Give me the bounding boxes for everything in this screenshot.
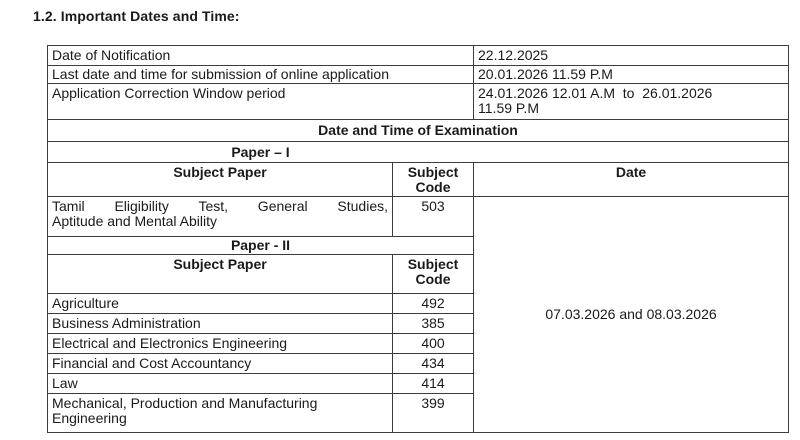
info-value: 20.01.2026 11.59 P.M <box>474 66 789 84</box>
paper1-title-row <box>48 142 789 163</box>
subject-line1: Tamil Eligibility Test, General Studies, <box>52 198 388 214</box>
col-header-date: Date <box>474 163 789 197</box>
subject-cell: Law <box>48 374 393 394</box>
info-row-correction-window <box>48 84 789 120</box>
subject-cell <box>48 394 393 433</box>
info-value-line1: 24.01.2026 12.01 A.M to 26.01.2026 <box>478 85 713 101</box>
exam-section-title: Date and Time of Examination <box>48 120 789 142</box>
info-label: Last date and time for submission of online application <box>48 66 474 84</box>
subject-cell: Electrical and Electronics Engineering <box>48 334 393 354</box>
paper1-header-row <box>48 163 789 197</box>
col-header-subject-paper: Subject Paper <box>48 255 393 294</box>
exam-date-cell: 07.03.2026 and 08.03.2026 <box>474 197 789 433</box>
subject-cell: Business Administration <box>48 314 393 334</box>
info-value-line2: 11.59 P.M <box>478 100 539 116</box>
subject-cell: Financial and Cost Accountancy <box>48 354 393 374</box>
code-cell: 503 <box>393 197 474 237</box>
info-value <box>474 84 789 120</box>
info-label: Date of Notification <box>48 46 474 66</box>
code-cell: 492 <box>393 294 474 314</box>
info-value: 22.12.2025 <box>474 46 789 66</box>
paper1-title: Paper – I <box>48 142 789 163</box>
paper2-title: Paper - II <box>48 237 474 255</box>
info-row-notification <box>48 46 789 66</box>
important-dates-table <box>47 45 789 433</box>
info-label: Application Correction Window period <box>48 84 474 120</box>
col-header-subject-code: Subject Code <box>393 255 474 294</box>
subject-line2: Aptitude and Mental Ability <box>52 213 217 229</box>
subject-line1: Mechanical, Production and Manufacturing <box>52 395 318 411</box>
code-cell: 414 <box>393 374 474 394</box>
exam-title-row <box>48 120 789 142</box>
col-header-subject-paper: Subject Paper <box>48 163 393 197</box>
subject-cell: Agriculture <box>48 294 393 314</box>
info-row-last-date <box>48 66 789 84</box>
code-cell: 434 <box>393 354 474 374</box>
paper1-subject-row <box>48 197 789 237</box>
code-cell: 385 <box>393 314 474 334</box>
subject-line2: Engineering <box>52 410 127 426</box>
col-header-subject-code: Subject Code <box>393 163 474 197</box>
section-heading: 1.2. Important Dates and Time: <box>33 8 240 24</box>
code-cell: 399 <box>393 394 474 433</box>
code-cell: 400 <box>393 334 474 354</box>
subject-cell <box>48 197 393 237</box>
